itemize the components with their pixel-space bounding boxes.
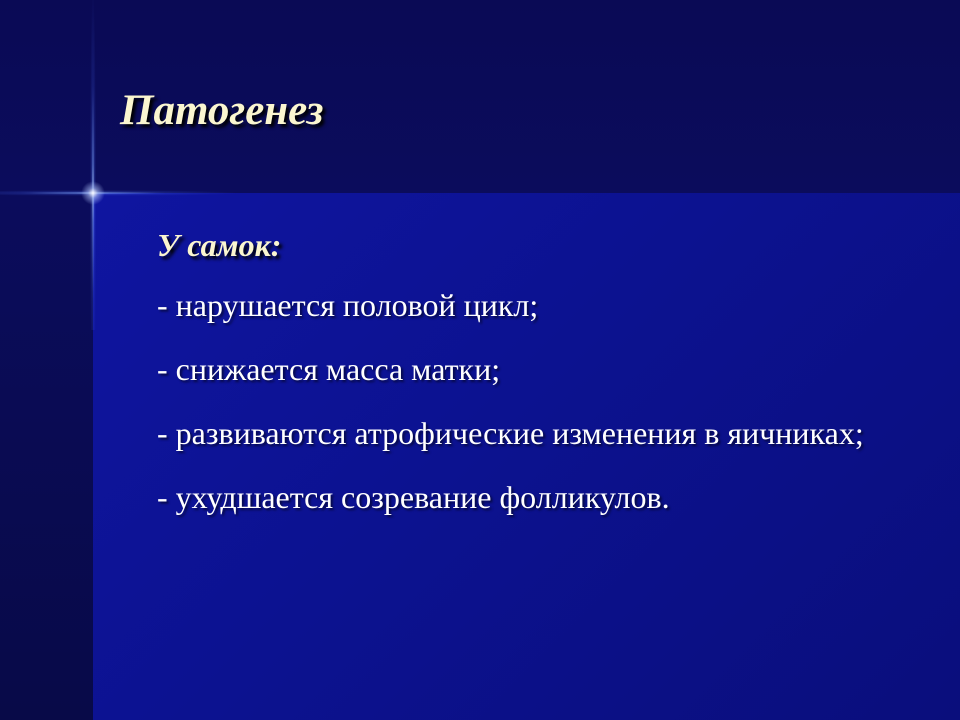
list-item: - снижается масса матки; [157,351,501,387]
flare-vertical [90,0,96,330]
left-band [0,193,93,720]
sparkle-icon [81,181,105,205]
list-item: - ухудшается созревание фолликулов. [157,479,670,515]
flare-horizontal [0,190,240,196]
slide-title: Патогенез [120,87,324,134]
list-item: - нарушается половой цикл; [157,287,539,323]
subheading: У самок: [157,227,282,263]
list-item: - развиваются атрофические изменения в яичниках; [157,415,864,451]
slide-body [157,220,917,542]
